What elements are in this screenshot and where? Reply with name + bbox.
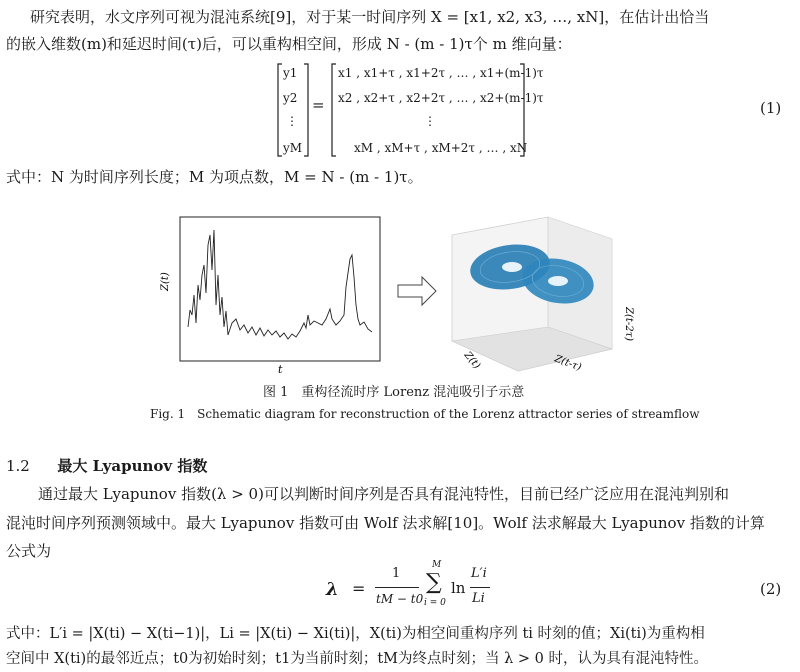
eq1-lhs-2: ⋮ bbox=[286, 114, 298, 128]
eq2-ln: ln bbox=[451, 579, 466, 597]
where-clause-2-line-1: 式中：L′i = |X(ti) − X(ti−1)|，Li = |X(ti) − Xi(ti)|，X(ti)为相空间重构序列 ti 时刻的值；Xi(ti)为重构相 bbox=[6, 626, 705, 642]
axis-x-label: Z(t-τ) bbox=[552, 353, 583, 374]
eq1-equals: = bbox=[312, 96, 325, 114]
eq2-ratio-den: Li bbox=[472, 591, 485, 606]
eq1-lhs-3: yM bbox=[283, 141, 303, 155]
figure-1 bbox=[160, 215, 640, 375]
eq1-rhs-1: x2 , x2+τ , x2+2τ , … , x2+(m-1)τ bbox=[338, 91, 544, 105]
paragraph-1-line-2: 的嵌入维数(m)和延迟时间(τ)后，可以重构相空间，形成 N - (m - 1)τ个 m 维向量： bbox=[6, 35, 572, 53]
axis-z-label: Z(t-2τ) bbox=[623, 307, 634, 342]
equation-2-number: (2) bbox=[760, 580, 782, 598]
eq2-frac-num: 1 bbox=[392, 566, 401, 581]
eq1-rhs-0: x1 , x1+τ , x1+2τ , … , x1+(m-1)τ bbox=[338, 66, 544, 80]
section-number: 1.2 bbox=[6, 457, 30, 475]
eq2-ratio-num: L′i bbox=[471, 566, 487, 581]
section-heading bbox=[6, 455, 207, 476]
equation-2 bbox=[320, 560, 480, 616]
eq1-lhs-1: y2 bbox=[283, 91, 298, 105]
eq2-frac-den: tM − t0 bbox=[376, 592, 424, 606]
axis-y-label: Z(t) bbox=[461, 349, 483, 372]
where-clause-1: 式中：N 为时间序列长度；M 为项点数，M = N - (m - 1)τ。 bbox=[6, 168, 423, 186]
eq2-sum-top: M bbox=[432, 560, 442, 570]
eq2-sum-bottom: i = 0 bbox=[424, 598, 446, 608]
section-title: 最大 Lyapunov 指数 bbox=[57, 457, 208, 475]
eq2-equals: = bbox=[352, 579, 366, 598]
equation-1-number: (1) bbox=[760, 99, 782, 117]
eq1-rhs-2: ⋮ bbox=[424, 114, 436, 128]
paragraph-1-line-1: 研究表明，水文序列可视为混沌系统[9]，对于某一时间序列 X = [x1, x2, x3, …, xN]，在估计出恰当 bbox=[30, 8, 710, 26]
paragraph-2-line-2: 混沌时间序列预测领域中。最大 Lyapunov 指数可由 Wolf 法求解[10]。Wolf 法求解最大 Lyapunov 指数的计算 bbox=[6, 514, 765, 532]
eq2-lambda: λ bbox=[326, 579, 339, 600]
where-clause-2-line-2: 空间中 X(ti)的最邻近点；t0为初始时刻；t1为当前时刻；tM为终点时刻；当 λ > 0 时，认为具有混沌特性。 bbox=[6, 651, 708, 667]
left-ylabel: Z(t) bbox=[160, 272, 171, 291]
eq2-frac-bar bbox=[375, 587, 419, 588]
transform-arrow-icon bbox=[398, 277, 436, 305]
paragraph-2-line-1: 通过最大 Lyapunov 指数(λ > 0)可以判断时间序列是否具有混沌特性，目前已经广泛应用在混沌判别和 bbox=[38, 485, 729, 503]
paragraph-2-line-3: 公式为 bbox=[6, 542, 52, 560]
eq1-lhs-0: y1 bbox=[283, 66, 298, 80]
figure-caption-cn: 图 1 重构径流时序 Lorenz 混沌吸引子示意 bbox=[263, 385, 525, 400]
eq2-sum-sign: ∑ bbox=[426, 570, 442, 595]
left-xlabel: t bbox=[278, 363, 283, 375]
figure-caption-en: Fig. 1 Schematic diagram for reconstruction of the Lorenz attractor series of streamflow bbox=[150, 407, 700, 421]
eq2-ratio-bar bbox=[470, 587, 490, 588]
eq1-rhs-3: xM , xM+τ , xM+2τ , … , xN bbox=[354, 141, 528, 155]
figure-1-graphic bbox=[160, 215, 640, 375]
